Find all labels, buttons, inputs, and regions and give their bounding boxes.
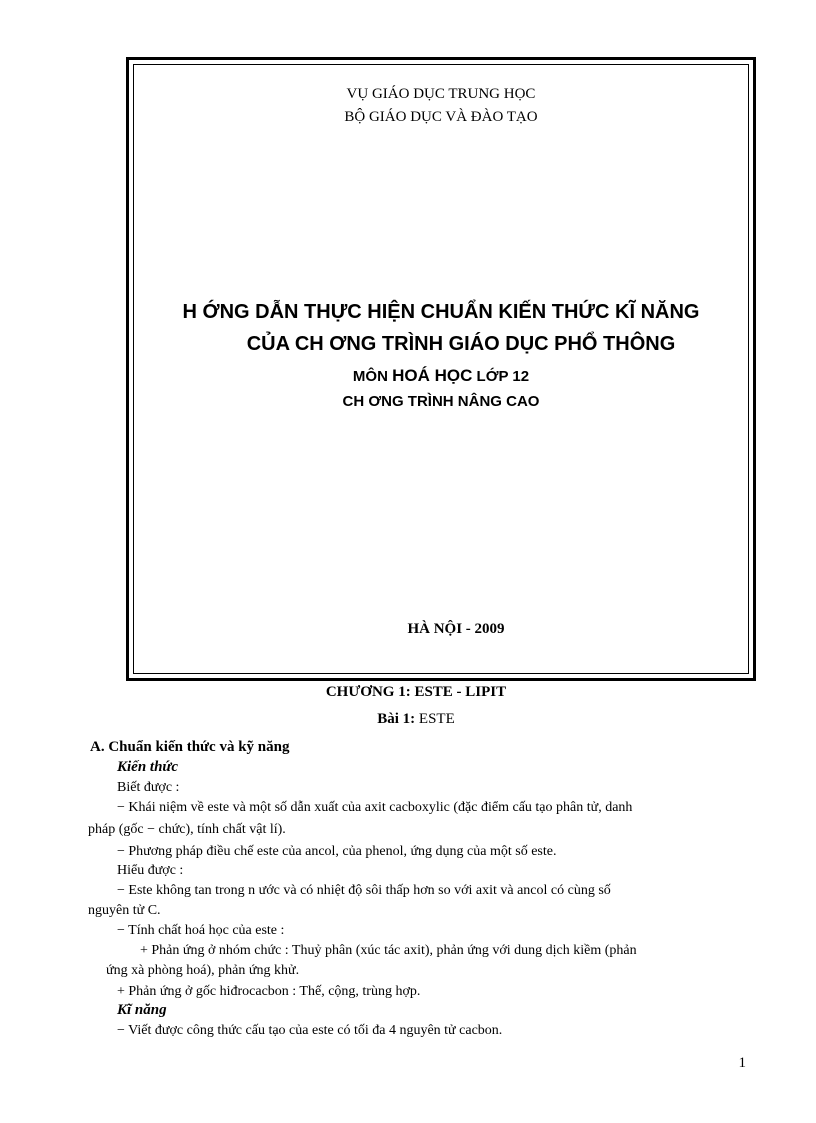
chapter-title: CHƯƠNG 1: ESTE - LIPIT (325, 684, 507, 700)
understand-label: Hiểu được : (117, 863, 184, 878)
subject-prefix: MÔN (352, 368, 393, 385)
lesson-label: Bài 1: (377, 711, 416, 727)
program-line: CH ƠNG TRÌNH NÂNG CAO (342, 393, 540, 410)
know-item-1a: − Khái niệm về este và một số dẫn xuất của axit cacboxylic (đặc điểm cấu tạo phân tử, danh (117, 800, 633, 815)
document-title-line-1: H ỚNG DẪN THỰC HIỆN CHUẨN KIẾN THỨC KĨ NĂNG (182, 301, 700, 323)
skills-heading: Kĩ năng (117, 1002, 167, 1018)
place-year: HÀ NỘI - 2009 (407, 621, 505, 637)
understand-item-2: − Tính chất hoá học của este : (117, 923, 285, 938)
lesson-name: ESTE (415, 711, 455, 727)
subject-suffix: LỚP 12 (472, 368, 530, 385)
understand-item-1b: nguyên tử C. (88, 903, 161, 918)
subject-name: HOÁ HỌC (392, 366, 473, 385)
know-label: Biết được : (117, 780, 180, 795)
ministry-line-2: BỘ GIÁO DỤC VÀ ĐÀO TẠO (344, 109, 538, 125)
ministry-line-1: VỤ GIÁO DỤC TRUNG HỌC (346, 86, 536, 102)
know-item-1b: pháp (gốc − chức), tính chất vật lí). (88, 822, 286, 837)
understand-item-2-sub-1b: ứng xà phòng hoá), phản ứng khử. (106, 963, 300, 978)
skill-item-1: − Viết được công thức cấu tạo của este có tối đa 4 nguyên tử cacbon. (117, 1023, 503, 1038)
document-title-line-2: CỦA CH ƠNG TRÌNH GIÁO DỤC PHỔ THÔNG (246, 333, 676, 355)
understand-item-2-sub-1a: + Phản ứng ở nhóm chức : Thuỷ phân (xúc tác axit), phản ứng với dung dịch kiềm (phản (140, 943, 637, 958)
understand-item-2-sub-2: + Phản ứng ở gốc hiđrocacbon : Thế, cộng, trùng hợp. (117, 984, 421, 999)
section-heading: A. Chuẩn kiến thức và kỹ năng (90, 739, 290, 755)
understand-item-1a: − Este không tan trong n ước và có nhiệt độ sôi thấp hơn so với axit và ancol có cùng số (117, 883, 611, 898)
know-item-2: − Phương pháp điều chế este của ancol, của phenol, ứng dụng của một số este. (117, 844, 557, 859)
page-number: 1 (738, 1055, 746, 1071)
knowledge-heading: Kiến thức (117, 759, 179, 775)
